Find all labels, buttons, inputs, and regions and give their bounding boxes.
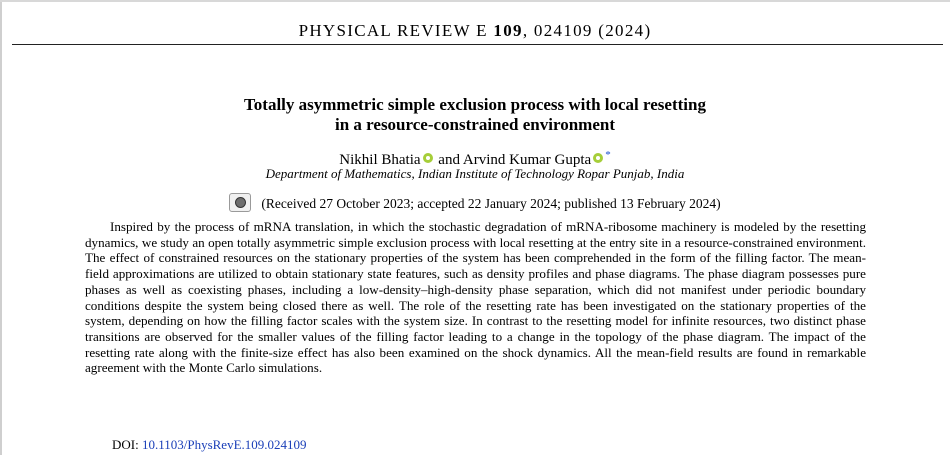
doi-label: DOI:: [112, 437, 142, 452]
page-edge-left: [0, 0, 2, 455]
journal-header: [0, 21, 950, 41]
affiliation: Department of Mathematics, Indian Institute of Technology Ropar Punjab, India: [265, 166, 685, 181]
title-line-2: in a resource-constrained environment: [334, 115, 615, 134]
author-conjunction: and: [434, 152, 463, 168]
title-line-1: Totally asymmetric simple exclusion process with local resetting: [244, 95, 706, 114]
orcid-icon[interactable]: [593, 153, 603, 163]
corresponding-author-mark[interactable]: *: [605, 149, 611, 161]
article-number: , 024109 (2024): [522, 21, 652, 40]
abstract-text: Inspired by the process of mRNA translation, in which the stochastic degradation of mRNA-ribosome machinery is modeled by the resetting dynamics, we study an open totally asymmetric simple exclusion process with local resetting at the entry site in a resource-constrained environment. The effect of constrained resources on the stationary properties of the system has been comprehended in the form of the filling factor. The mean-field approximations are utilized to obtain stationary state features, such as density profiles and phase diagrams. The phase diagram possesses pure phases as well as coexisting phases, including a low-density–high-density phase separation, which did not manifest under periodic boundary conditions despite the system being closed there as well. The role of the resetting rate has been investigated on the stationary properties of the system, depending on how the filling factor scales with the system size. In contrast to the resetting model for infinite resources, two distinct phase transitions are observed for the smaller values of the filling factor leading to a change in the topology of the phase diagram. The impact of the resetting rate along with the finite-size effect has also been examined on the shock dynamics. All the mean-field results are found in remarkable agreement with the Monte Carlo simulations.: [85, 219, 866, 376]
author-name[interactable]: Nikhil Bhatia: [339, 152, 421, 168]
article-title: [80, 95, 870, 135]
author-name[interactable]: Arvind Kumar Gupta: [462, 152, 592, 168]
doi-line: [112, 437, 307, 453]
dates-text: (Received 27 October 2023; accepted 22 January 2024; published 13 February 2024): [261, 196, 721, 211]
orcid-icon[interactable]: [423, 153, 433, 163]
doi-link[interactable]: 10.1103/PhysRevE.109.024109: [141, 437, 307, 452]
page-edge-top: [0, 0, 950, 2]
header-rule: [12, 44, 943, 45]
journal-volume: 109: [493, 21, 523, 40]
check-for-updates-icon[interactable]: [229, 193, 251, 212]
publication-dates: [0, 193, 950, 212]
journal-name: PHYSICAL REVIEW E: [298, 21, 488, 40]
